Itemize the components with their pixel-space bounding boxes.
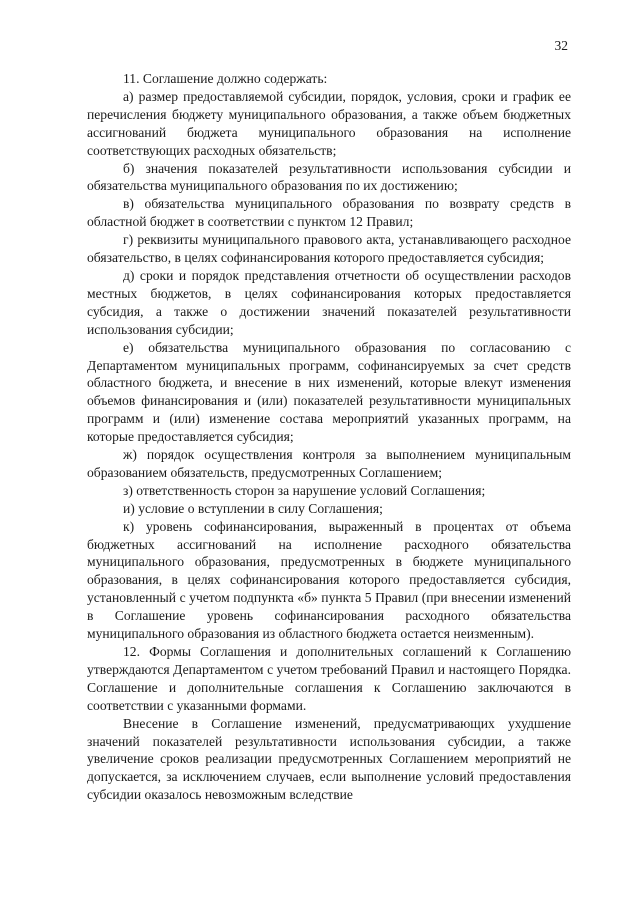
document-body bbox=[87, 70, 571, 804]
paragraph-11-heading: 11. Соглашение должно содержать: bbox=[123, 71, 328, 86]
paragraph-12: 12. Формы Соглашения и дополнительных соглашений к Соглашению утверждаются Департаментом с учетом требований Правил и настоящего Порядка. Соглашение и дополнительные соглашения к Соглашению заключаются в соответствии с указанными формами. bbox=[87, 644, 571, 713]
paragraph-item-b: б) значения показателей результативности использования субсидии и обязательства муниципального образования по их достижению; bbox=[87, 160, 571, 194]
paragraph-item-i: и) условие о вступлении в силу Соглашения; bbox=[123, 500, 383, 516]
paragraph-item-a: а) размер предоставляемой субсидии, порядок, условия, сроки и график ее перечисления бюджету муниципального образования, а также объем бюджетных ассигнований бюджета муниципального образования на исполнение соответствующих расходных обязательств; bbox=[87, 88, 571, 158]
paragraph-item-d: д) сроки и порядок представления отчетности об осуществлении расходов местных бюджетов, в целях софинансирования которых предоставляется субсидия, а также о достижении значений показателей результативности использования субсидии; bbox=[87, 267, 571, 337]
paragraph-item-k: к) уровень софинансирования, выраженный в процентах от объема бюджетных ассигнований на исполнение расходного обязательства муниципального образования, предусмотренных в бюджете муниципального образования, в целях софинансирования которого предоставляется субсидия, установленный с учетом подпункта «б» пункта 5 Правил (при внесении изменений в Соглашение уровень софинансирования расходного обязательства муниципального образования из областного бюджета остается неизменным). bbox=[87, 518, 571, 642]
paragraph-item-g: г) реквизиты муниципального правового акта, устанавливающего расходное обязательство, в целях софинансирования которого предоставляется субсидия; bbox=[87, 232, 571, 266]
paragraph-item-z: з) ответственность сторон за нарушение условий Соглашения; bbox=[123, 482, 486, 498]
paragraph-item-zh: ж) порядок осуществления контроля за выполнением муниципальным образованием обязательств, предусмотренных Соглашением; bbox=[87, 447, 571, 480]
paragraph-item-v: в) обязательства муниципального образования по возврату средств в областной бюджет в соответствии с пунктом 12 Правил; bbox=[87, 196, 571, 230]
paragraph-amendments: Внесение в Соглашение изменений, предусматривающих ухудшение значений показателей результативности использования субсидии, а также увеличение сроков реализации предусмотренных Соглашением мероприятий не допускается, за исключением случаев, если выполнение условий предоставления субсидии оказалось невозможным вследствие bbox=[87, 715, 571, 803]
paragraph-item-e: е) обязательства муниципального образования по согласованию с Департаментом муниципальных программ, софинансируемых за счет средств областного бюджета, и внесение в них изменений, которые влекут изменения объемов финансирования и (или) показателей результативности муниципальных программ и (или) изменение состава мероприятий указанных программ, на которые предоставляется субсидия; bbox=[87, 339, 571, 445]
page-number: 32 bbox=[554, 38, 568, 53]
